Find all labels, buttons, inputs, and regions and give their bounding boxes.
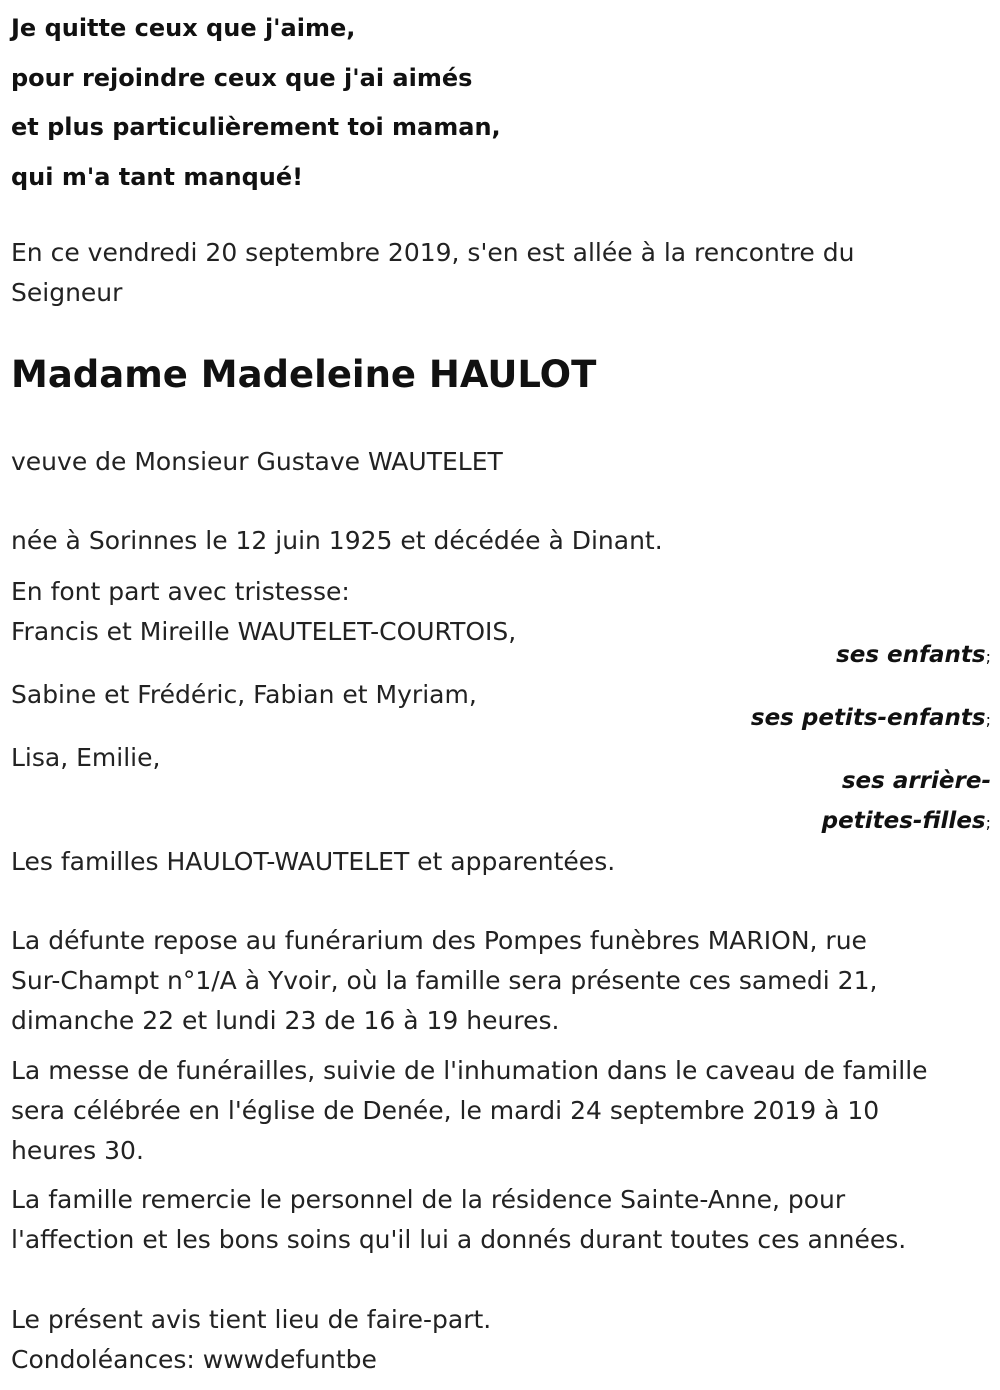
family-greatgrandchildren-relation: [11, 761, 991, 843]
relation-separator: ;: [985, 710, 991, 729]
relation-label: ses petits-enfants: [750, 705, 986, 731]
relation-label: ses enfants: [836, 642, 986, 668]
thanks-line: l'affection et les bons soins qu'il lui a donnés durant toutes ces années.: [11, 1225, 907, 1254]
thanks-line: La famille remercie le personnel de la résidence Sainte-Anne, pour: [11, 1185, 846, 1214]
repose-line: Sur-Champt n°1/A à Yvoir, où la famille sera présente ces samedi 21,: [11, 966, 878, 995]
verse-line: qui m'a tant manqué!: [11, 162, 304, 191]
family-children-names: Francis et Mireille WAUTELET-COURTOIS,: [11, 617, 517, 646]
families-line: Les familles HAULOT-WAUTELET et apparentées.: [11, 847, 616, 876]
mass-line: sera célébrée en l'église de Denée, le mardi 24 septembre 2019 à 10: [11, 1096, 880, 1125]
relation-separator: ;: [985, 813, 991, 832]
intro-line: En ce vendredi 20 septembre 2019, s'en est allée à la rencontre du: [11, 238, 855, 267]
widow-of: veuve de Monsieur Gustave WAUTELET: [11, 447, 503, 476]
mass-line: La messe de funérailles, suivie de l'inhumation dans le caveau de famille: [11, 1056, 928, 1085]
condolences-line: Condoléances: wwwdefuntbe: [11, 1345, 377, 1374]
mass-line: heures 30.: [11, 1136, 144, 1165]
birth-death-line: née à Sorinnes le 12 juin 1925 et décédée à Dinant.: [11, 526, 663, 555]
family-greatgrandchildren-names: Lisa, Emilie,: [11, 743, 161, 772]
mass-paragraph: [11, 1051, 991, 1171]
relation-label: petites-filles: [821, 808, 986, 834]
relation-label-line1: ses arrière-: [841, 768, 991, 794]
deceased-name: Madame Madeleine HAULOT: [11, 353, 597, 396]
relation-separator: ;: [985, 647, 991, 666]
intro-paragraph: [11, 233, 991, 313]
family-children-relation: [11, 635, 991, 677]
family-grandchildren-names: Sabine et Frédéric, Fabian et Myriam,: [11, 680, 477, 709]
repose-line: La défunte repose au funérarium des Pompes funèbres MARION, rue: [11, 926, 867, 955]
repose-paragraph: [11, 921, 991, 1041]
verse-line: Je quitte ceux que j'aime,: [11, 14, 356, 42]
repose-line: dimanche 22 et lundi 23 de 16 à 19 heures.: [11, 1006, 560, 1035]
intro-line: Seigneur: [11, 278, 123, 307]
verse-line: pour rejoindre ceux que j'ai aimés: [11, 63, 473, 92]
thanks-paragraph: [11, 1180, 991, 1260]
family-grandchildren-relation: [11, 698, 991, 740]
opening-verse: [11, 2, 991, 202]
verse-line: et plus particulièrement toi maman,: [11, 113, 501, 141]
announce-intro: En font part avec tristesse:: [11, 577, 350, 606]
closing-paragraph: [11, 1300, 991, 1380]
closing-line: Le présent avis tient lieu de faire-part.: [11, 1305, 492, 1334]
relation-label-line2: [11, 801, 991, 843]
